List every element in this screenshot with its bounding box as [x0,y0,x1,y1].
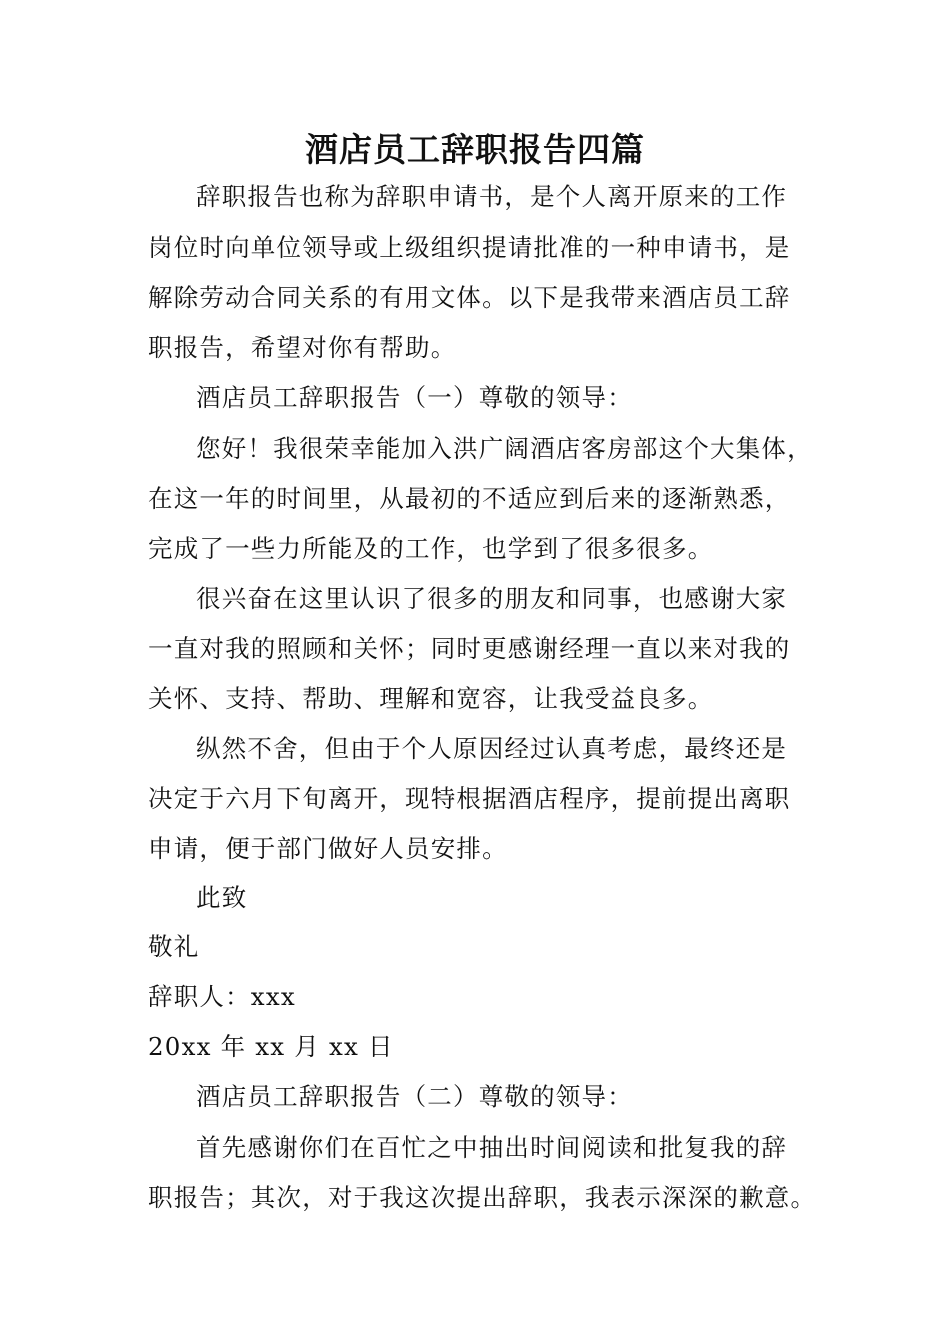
text-line: 职报告，希望对你有帮助。 [148,333,457,362]
text-line: 申请，便于部门做好人员安排。 [148,834,508,863]
section-heading: 酒店员工辞职报告（一）尊敬的领导： [196,383,633,412]
text-line: 很兴奋在这里认识了很多的朋友和同事，也感谢大家 [196,584,788,613]
document-title: 酒店员工辞职报告四篇 [305,130,645,169]
text-line: 您好！我很荣幸能加入洪广阔酒店客房部这个大集体， [196,434,813,463]
closing-salutation: 此致 [196,883,248,912]
text-line: 辞职报告也称为辞职申请书，是个人离开原来的工作 [196,182,788,211]
section-heading: 酒店员工辞职报告（二）尊敬的领导： [196,1082,633,1111]
text-line: 决定于六月下旬离开，现特根据酒店程序，提前提出离职 [148,784,791,813]
text-line: 首先感谢你们在百忙之中抽出时间阅读和批复我的辞 [196,1133,788,1162]
text-line: 纵然不舍，但由于个人原因经过认真考虑，最终还是 [196,734,788,763]
text-line: 解除劳动合同关系的有用文体。以下是我带来酒店员工辞 [148,283,791,312]
text-line: 岗位时向单位领导或上级组织提请批准的一种申请书，是 [148,233,791,262]
text-line: 完成了一些力所能及的工作，也学到了很多很多。 [148,534,714,563]
signature-line: 辞职人：xxx [148,982,296,1011]
text-line: 一直对我的照顾和关怀；同时更感谢经理一直以来对我的 [148,634,791,663]
date-line: 20xx 年 xx 月 xx 日 [148,1032,394,1061]
text-line: 在这一年的时间里，从最初的不适应到后来的逐渐熟悉， [148,484,791,513]
closing-regards: 敬礼 [148,932,200,961]
text-line: 关怀、支持、帮助、理解和宽容，让我受益良多。 [148,684,714,713]
text-line: 职报告；其次，对于我这次提出辞职，我表示深深的歉意。 [148,1183,817,1212]
